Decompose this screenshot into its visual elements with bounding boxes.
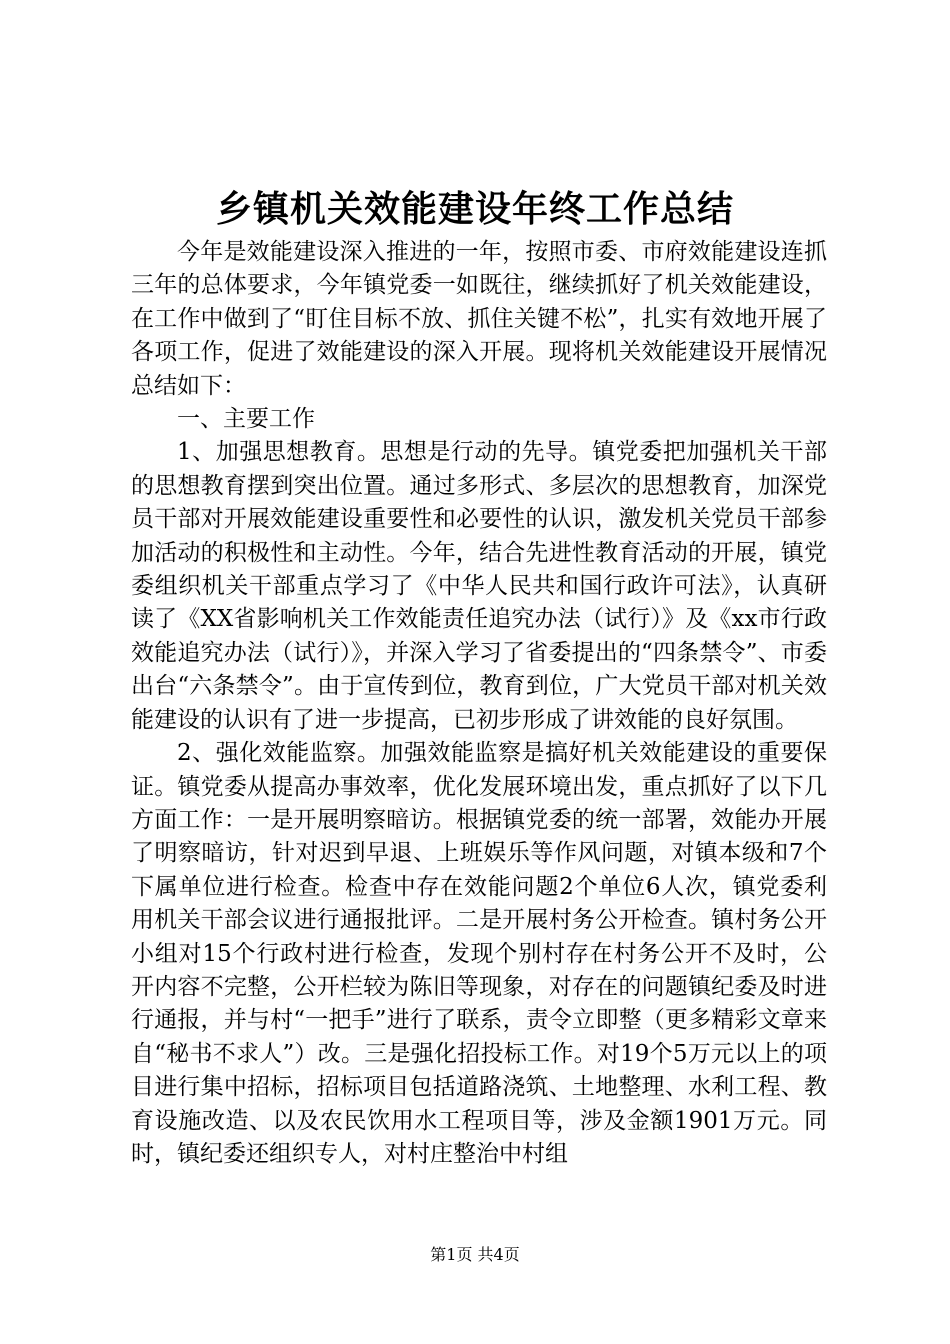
paragraph-intro: 今年是效能建设深入推进的一年，按照市委、市府效能建设连抓三年的总体要求，今年镇党委一如既往，继续抓好了机关效能建设，在工作中做到了“盯住目标不放、抓住关键不松”，扎实有效地开展了各项工作，促进了效能建设的深入开展。现将机关效能建设开展情况总结如下： (131, 239, 827, 399)
paragraph-efficiency-supervision: 2、强化效能监察。加强效能监察是搞好机关效能建设的重要保证。镇党委从提高办事效率，优化发展环境出发，重点抓好了以下几方面工作：一是开展明察暗访。根据镇党委的统一部署，效能办开展了明察暗访，针对迟到早退、上班娱乐等作风问题，对镇本级和7个下属单位进行检查。检查中存在效能问题2个单位6人次，镇党委利用机关干部会议进行通报批评。二是开展村务公开检查。镇村务公开小组对15个行政村进行检查，发现个别村存在村务公开不及时，公开内容不完整，公开栏较为陈旧等现象，对存在的问题镇纪委及时进行通报，并与村“一把手”进行了联系，责令立即整（更多精彩文章来自“秘书不求人”）改。三是强化招投标工作。对19个5万元以上的项目进行集中招标，招标项目包括道路浇筑、土地整理、水利工程、教育设施改造、以及农民饮用水工程项目等，涉及金额1901万元。同时，镇纪委还组织专人，对村庄整治中村组 (131, 740, 827, 1167)
section-heading-main-work: 一、主要工作 (177, 406, 315, 433)
paragraph-ideological-education: 1、加强思想教育。思想是行动的先导。镇党委把加强机关干部的思想教育摆到突出位置。通过多形式、多层次的思想教育，加深党员干部对开展效能建设重要性和必要性的认识，激发机关党员干部参加活动的积极性和主动性。今年，结合先进性教育活动的开展，镇党委组织机关干部重点学习了《中华人民共和国行政许可法》，认真研读了《XX省影响机关工作效能责任追究办法（试行）》及《xx市行政效能追究办法（试行）》，并深入学习了省委提出的“四条禁令”、市委出台“六条禁令”。由于宣传到位，教育到位，广大党员干部对机关效能建设的认识有了进一步提高，已初步形成了讲效能的良好氛围。 (131, 439, 827, 733)
document-title: 乡镇机关效能建设年终工作总结 (215, 188, 734, 230)
document-body (131, 236, 827, 1171)
page-number-footer: 第1页 共4页 (430, 1245, 520, 1264)
